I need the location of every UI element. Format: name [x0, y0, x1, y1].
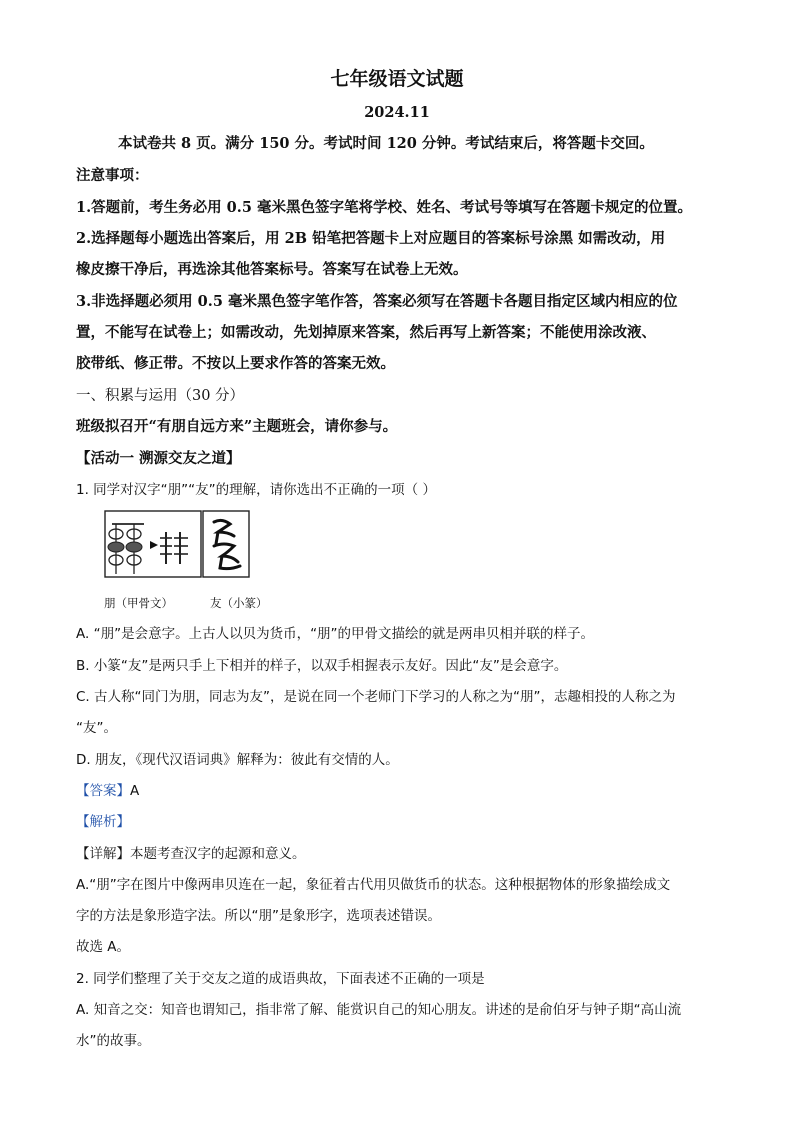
seal-script-you-glyph-icon — [203, 511, 249, 577]
activity-heading: 【活动一 溯源交友之道】 — [76, 450, 241, 467]
question-1-stem: 1. 同学对汉字“朋”“友”的理解，请你选出不正确的一项（ ） — [76, 482, 436, 498]
notice-heading: 注意事项： — [76, 167, 149, 184]
notice-item-2-line-2: 橡皮擦干净后，再选涂其他答案标号。答案写在试卷上无效。 — [76, 261, 468, 278]
notice-item-3-line-3: 胶带纸、修正带。不按以上要求作答的答案无效。 — [76, 355, 395, 372]
q1-option-c-line-2: “友”。 — [76, 720, 117, 736]
notice-item-3-line-2: 置，不能写在试卷上；如需改动，先划掉原来答案，然后再写上新答案；不能使用涂改液、 — [76, 324, 656, 341]
q1-option-a: A. “朋”是会意字。上古人以贝为货币，“朋”的甲骨文描绘的就是两串贝相并联的样子。 — [76, 626, 595, 642]
q1-explanation-line-2: 字的方法是象形造字法。所以“朋”是象形字，选项表述错误。 — [76, 908, 441, 924]
q1-option-b: B. 小篆“友”是两只手上下相并的样子，以双手相握表示友好。因此“友”是会意字。 — [76, 658, 568, 674]
answer-label: 【答案】 — [76, 783, 130, 799]
q1-explanation-line-1: A.“朋”字在图片中像两串贝连在一起，象征着古代用贝做货币的状态。这种根据物体的形象描绘成文 — [76, 877, 671, 893]
q1-detail — [76, 844, 306, 864]
exam-date: 2024.11 — [364, 104, 430, 121]
q1-answer — [76, 781, 139, 801]
analysis-label: 【解析】 — [76, 814, 130, 830]
q1-conclusion: 故选 A。 — [76, 939, 131, 955]
page-title: 七年级语文试题 — [330, 68, 464, 90]
exam-intro: 本试卷共 8 页。满分 150 分。考试时间 120 分钟。考试结束后，将答题卡交回。 — [118, 135, 654, 152]
detail-text: 本题考查汉字的起源和意义。 — [130, 846, 306, 862]
answer-value: A — [130, 783, 140, 799]
section-heading: 一、积累与运用（30 分） — [76, 388, 245, 404]
q1-option-c-line-1: C. 古人称“同门为朋，同志为友”，是说在同一个老师门下学习的人称之为“朋”，志趣相投的人称之为 — [76, 689, 676, 705]
question-2-stem: 2. 同学们整理了关于交友之道的成语典故，下面表述不正确的一项是 — [76, 971, 485, 987]
section-context: 班级拟召开“有朋自远方来”主题班会，请你参与。 — [76, 418, 398, 435]
notice-item-2-line-1: 2.选择题每小题选出答案后，用 2B 铅笔把答题卡上对应题目的答案标号涂黑 如需改动，用 — [76, 230, 666, 247]
q2-option-a-line-2: 水”的故事。 — [76, 1033, 151, 1049]
q1-option-d: D. 朋友，《现代汉语词典》解释为：彼此有交情的人。 — [76, 752, 399, 768]
detail-label: 【详解】 — [76, 846, 130, 862]
caption-you: 友（小篆） — [210, 596, 268, 610]
notice-item-3-line-1: 3.非选择题必须用 0.5 毫米黑色签字笔作答，答案必须写在答题卡各题目指定区域内相应的位 — [76, 293, 678, 310]
glyph-figure — [104, 510, 250, 578]
oracle-bone-peng-glyph-icon — [105, 511, 201, 577]
notice-item-1: 1.答题前，考生务必用 0.5 毫米黑色签字笔将学校、姓名、考试号等填写在答题卡规定的位置。 — [76, 199, 692, 216]
caption-peng: 朋（甲骨文） — [104, 596, 173, 610]
q2-option-a-line-1: A. 知音之交：知音也谓知己，指非常了解、能赏识自己的知心朋友。讲述的是俞伯牙与钟子期“高山流 — [76, 1002, 682, 1018]
